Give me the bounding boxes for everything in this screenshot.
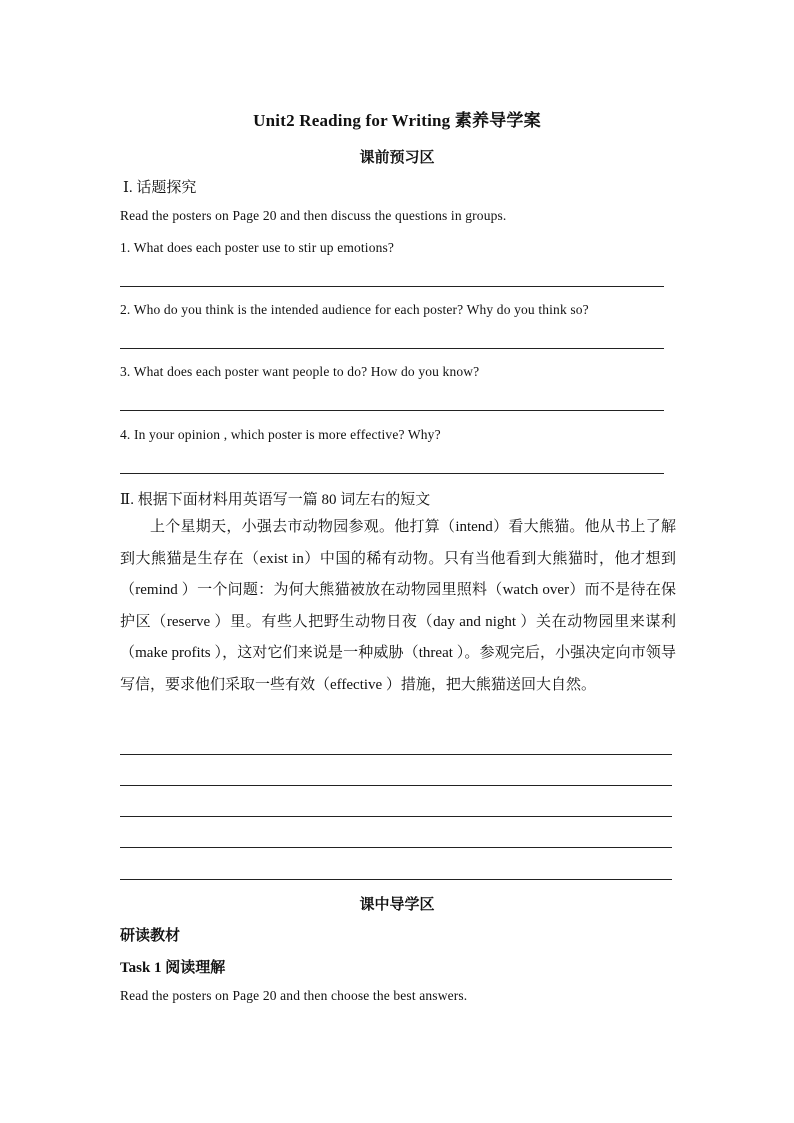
page-title: Unit2 Reading for Writing 素养导学案: [253, 111, 541, 130]
writing-line-1: [120, 754, 672, 755]
question-4: 4. In your opinion , which poster is more effective? Why?: [120, 427, 441, 442]
writing-line-4: [120, 847, 672, 848]
writing-line-5: [120, 879, 672, 880]
task-1-label: Task 1 阅读理解: [120, 960, 226, 976]
writing-prompt-passage: 上个星期天，小强去市动物园参观。他打算（intend）看大熊猫。他从书上了解到大熊猫是生存在（exist in）中国的稀有动物。只有当他看到大熊猫时，他才想到（remind ）一个问题：为何大熊猫被放在动物园里照料（watch over）而不是待在保护区（reserve ）里。有些人把野生动物日夜（day and night ）关在动物园里来谋利（make profits ），这对它们来说是一种威胁（threat ）。参观完后，小强决定向市领导写信，要求他们采取一些有效（effective ）措施，把大熊猫送回大自然。: [120, 519, 676, 693]
question-2: 2. Who do you think is the intended audience for each poster? Why do you think so?: [120, 302, 589, 317]
answer-line-4: [120, 473, 664, 474]
study-textbook-heading: 研读教材: [120, 928, 181, 944]
question-1: 1. What does each poster use to stir up emotions?: [120, 240, 395, 255]
writing-line-3: [120, 816, 672, 817]
answer-line-1: [120, 286, 664, 287]
part1-instruction: Read the posters on Page 20 and then discuss the questions in groups.: [120, 208, 507, 223]
in-class-heading: 课中导学区: [359, 897, 435, 913]
question-3: 3. What does each poster want people to do? How do you know?: [120, 364, 480, 379]
task-1-instruction: Read the posters on Page 20 and then choose the best answers.: [120, 988, 468, 1003]
answer-line-2: [120, 348, 664, 349]
part2-label: Ⅱ. 根据下面材料用英语写一篇 80 词左右的短文: [120, 492, 431, 508]
part1-label: Ⅰ. 话题探究: [123, 180, 197, 196]
answer-line-3: [120, 410, 664, 411]
pre-class-heading: 课前预习区: [359, 150, 435, 166]
writing-line-2: [120, 785, 672, 786]
